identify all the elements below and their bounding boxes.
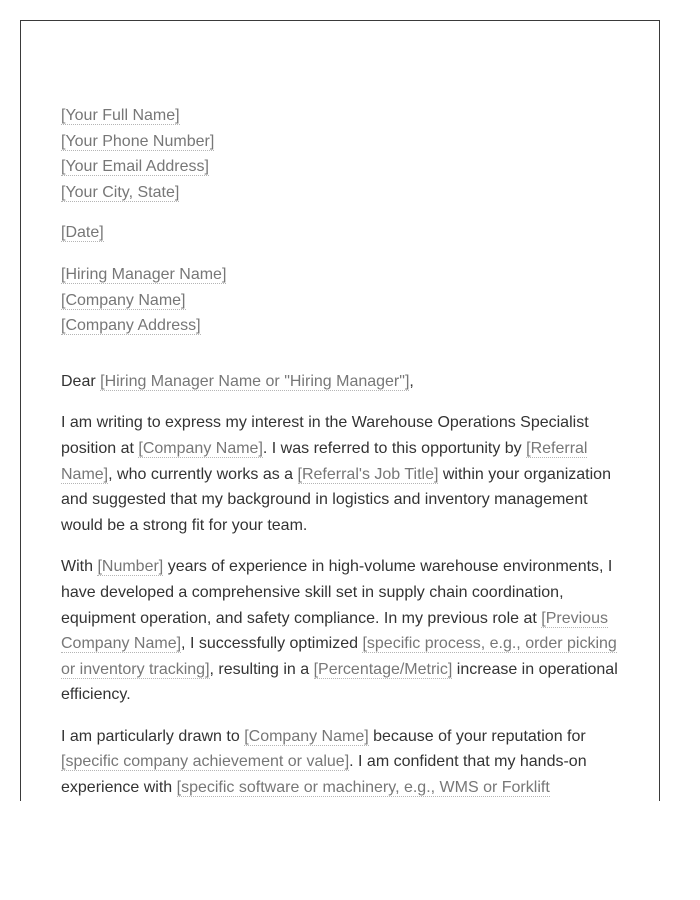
para1-text-1: I am writing to express my interest in the Warehouse Operations Specialist position at (61, 414, 589, 457)
date-placeholder: [Date] (61, 224, 104, 242)
recipient-name-placeholder: [Hiring Manager Name] (61, 265, 227, 283)
para3-text-3: . I am confident that my hands-on experience with (61, 753, 587, 797)
para3-software-placeholder: [specific software or machinery, e.g., WMS or Forklift (176, 779, 550, 797)
recipient-block (61, 262, 623, 339)
letter-page (20, 20, 660, 801)
letter-content (61, 103, 623, 801)
para2-text-5: increase in operational efficiency. (61, 660, 618, 704)
paragraph-experience (61, 554, 623, 708)
para1-referral-title-placeholder: [Referral's Job Title] (297, 465, 439, 483)
date-block (61, 220, 623, 246)
para1-text-2: . I was referred to this opportunity by (262, 439, 527, 457)
para1-company-placeholder: [Company Name] (138, 439, 263, 457)
para2-process-placeholder: [specific process, e.g., order picking or inventory tracking] (61, 635, 617, 678)
para1-text-3: , who currently works as a (108, 465, 298, 483)
paragraph-referral (61, 410, 623, 538)
salutation-placeholder: [Hiring Manager Name or "Hiring Manager"] (100, 372, 410, 390)
sender-city-state-placeholder: [Your City, State] (61, 183, 180, 201)
recipient-company-placeholder: [Company Name] (61, 291, 186, 309)
para1-text-4: within your organization and suggested that my background in logistics and inventory management would be a strong fit for your team. (61, 465, 611, 534)
para1-referral-name-placeholder: [Referral Name] (61, 439, 588, 483)
salutation-prefix: Dear (61, 372, 101, 390)
para2-text-4: , resulting in a (209, 660, 314, 678)
para2-text-1: With (61, 558, 98, 576)
para3-text-2: because of your reputation for (368, 727, 586, 745)
salutation-suffix: , (409, 372, 414, 390)
para3-company-placeholder: [Company Name] (244, 727, 369, 745)
para2-text-3: , I successfully optimized (181, 635, 363, 653)
para2-text-2: years of experience in high-volume warehouse environments, I have developed a comprehensive skill set in supply chain coordination, equipment operation, and safety compliance. In my previous role at (61, 558, 613, 627)
para2-metric-placeholder: [Percentage/Metric] (313, 660, 453, 678)
para2-number-placeholder: [Number] (97, 558, 164, 576)
salutation (61, 369, 623, 395)
para3-text-1: I am particularly drawn to (61, 727, 245, 745)
para3-achievement-placeholder: [specific company achievement or value] (61, 753, 350, 771)
sender-email-placeholder: [Your Email Address] (61, 158, 209, 176)
recipient-address-placeholder: [Company Address] (61, 317, 201, 335)
paragraph-motivation (61, 724, 623, 801)
sender-name-placeholder: [Your Full Name] (61, 107, 180, 124)
para2-previous-company-placeholder: [Previous Company Name] (61, 609, 608, 653)
sender-block (61, 103, 623, 205)
sender-phone-placeholder: [Your Phone Number] (61, 132, 215, 150)
